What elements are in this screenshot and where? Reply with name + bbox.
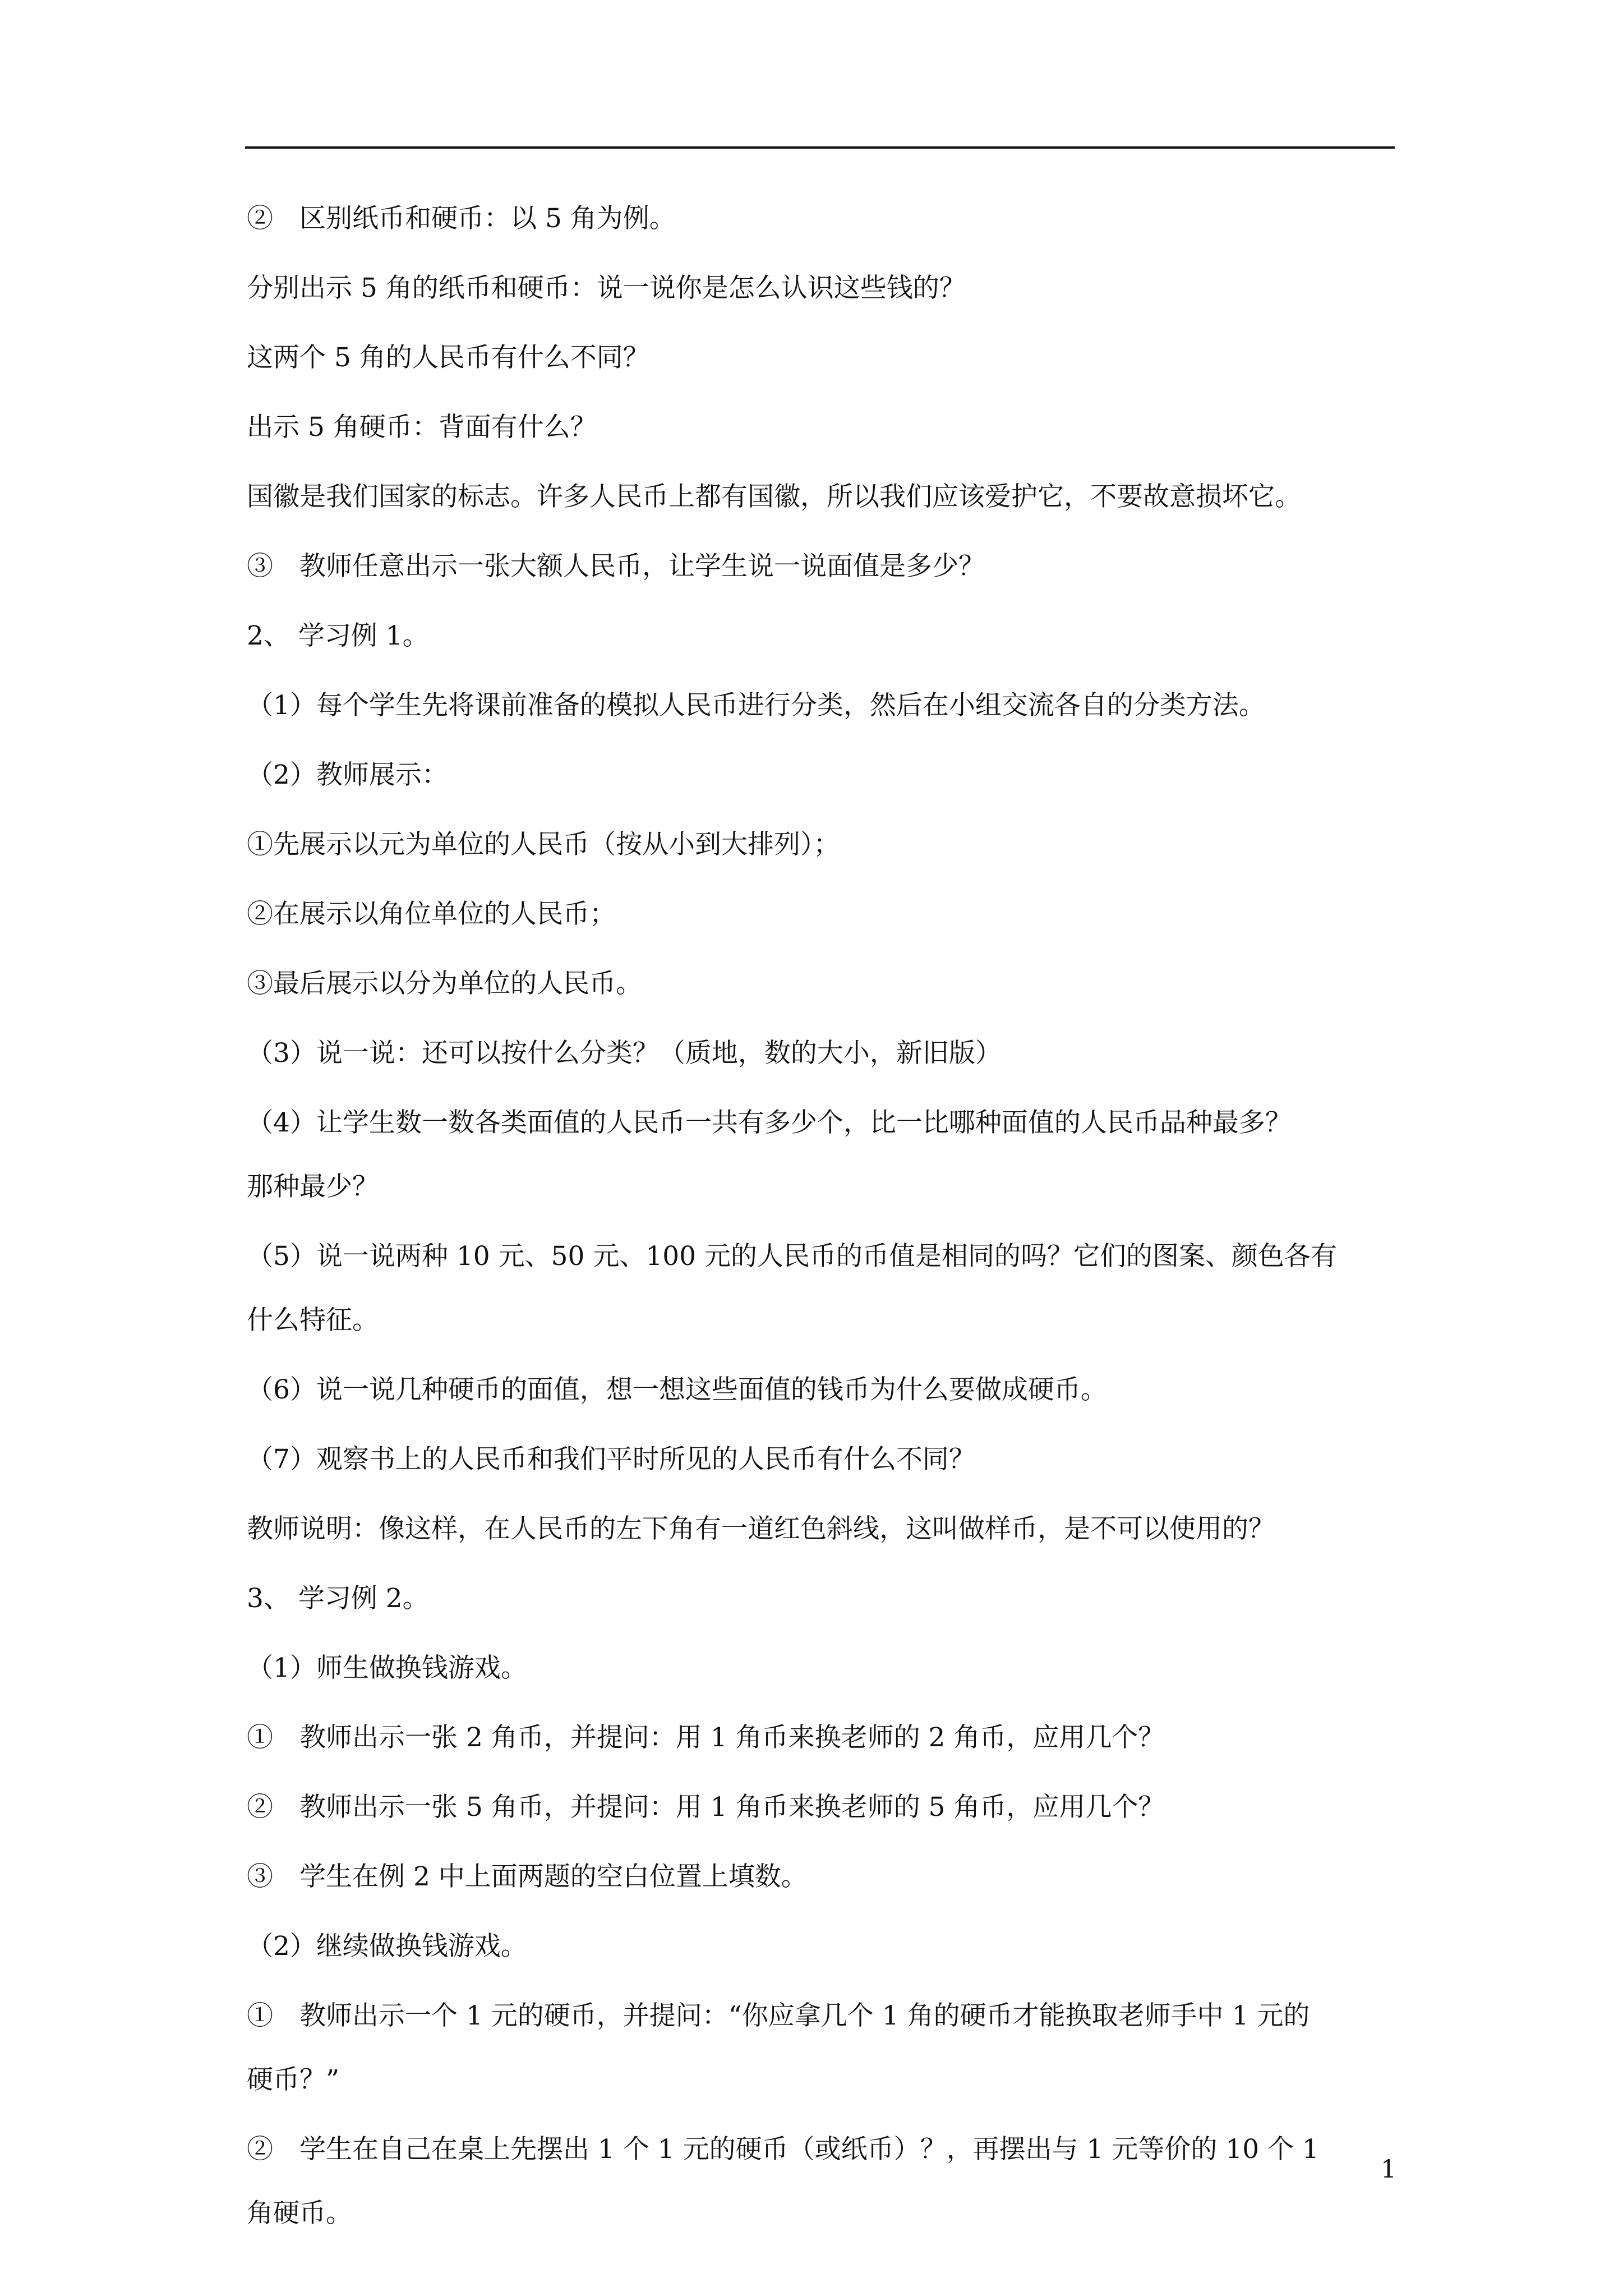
paragraph-line: ① 教师出示一个 1 元的硬币，并提问：“你应拿几个 1 角的硬币才能换取老师手中 1 元的 (247, 2000, 1310, 2031)
paragraph-line: ② 区别纸币和硬币：以 5 角为例。 (247, 203, 676, 234)
paragraph-line: ①先展示以元为单位的人民币（按从小到大排列）； (247, 829, 840, 860)
section-heading: 3、 学习例 2。 (247, 1583, 429, 1614)
document-body (247, 202, 1396, 2266)
paragraph-line: 出示 5 角硬币：背面有什么？ (247, 412, 597, 443)
paragraph-line: ③ 学生在例 2 中上面两题的空白位置上填数。 (247, 1861, 808, 1892)
paragraph-line: （7）观察书上的人民币和我们平时所见的人民币有什么不同？ (247, 1444, 975, 1475)
paragraph-line-continued: 什么特征。 (247, 1305, 379, 1336)
paragraph-line: （3）说一说：还可以按什么分类？（质地，数的大小，新旧版） (247, 1038, 1002, 1069)
paragraph-line: （4）让学生数一数各类面值的人民币一共有多少个，比一比哪种面值的人民币品种最多？ (247, 1107, 1292, 1138)
paragraph-line: ③ 教师任意出示一张大额人民币，让学生说一说面值是多少？ (247, 551, 985, 582)
page-number: 1 (1381, 2155, 1396, 2184)
paragraph-line: ②在展示以角位单位的人民币； (247, 899, 616, 930)
section-heading: 2、 学习例 1。 (247, 620, 429, 651)
paragraph-line: 教师说明：像这样，在人民币的左下角有一道红色斜线，这叫做样币，是不可以使用的？ (247, 1513, 1275, 1544)
header-rule (245, 146, 1395, 149)
paragraph-line-continued: 那种最少？ (247, 1171, 379, 1202)
paragraph-line: ① 教师出示一张 2 角币，并提问：用 1 角币来换老师的 2 角币，应用几个？ (247, 1722, 1165, 1753)
paragraph-line: ② 学生在自己在桌上先摆出 1 个 1 元的硬币（或纸币）？，再摆出与 1 元等价的 10 个 1 (247, 2134, 1319, 2165)
paragraph-line: ③最后展示以分为单位的人民币。 (247, 968, 642, 999)
paragraph-line-continued: 硬币？” (247, 2064, 340, 2095)
paragraph-line: （5）说一说两种 10 元、50 元、100 元的人民币的币值是相同的吗？它们的图案、颜色各有 (247, 1241, 1337, 1272)
paragraph-line-continued: 角硬币。 (247, 2198, 352, 2229)
paragraph-line: 国徽是我们国家的标志。许多人民币上都有国徽，所以我们应该爱护它，不要故意损坏它。 (247, 481, 1301, 512)
paragraph-line: ② 教师出示一张 5 角币，并提问：用 1 角币来换老师的 5 角币，应用几个？ (247, 1792, 1165, 1823)
paragraph-line: 分别出示 5 角的纸币和硬币：说一说你是怎么认识这些钱的？ (247, 273, 966, 303)
paragraph-line: （1）每个学生先将课前准备的模拟人民币进行分类，然后在小组交流各自的分类方法。 (247, 690, 1265, 721)
paragraph-line: （2）教师展示： (247, 760, 448, 790)
paragraph-line: 这两个 5 角的人民币有什么不同？ (247, 342, 649, 373)
paragraph-line: （2）继续做换钱游戏。 (247, 1931, 527, 1962)
paragraph-line: （6）说一说几种硬币的面值，想一想这些面值的钱币为什么要做成硬币。 (247, 1374, 1107, 1405)
paragraph-line: （1）师生做换钱游戏。 (247, 1653, 527, 1683)
